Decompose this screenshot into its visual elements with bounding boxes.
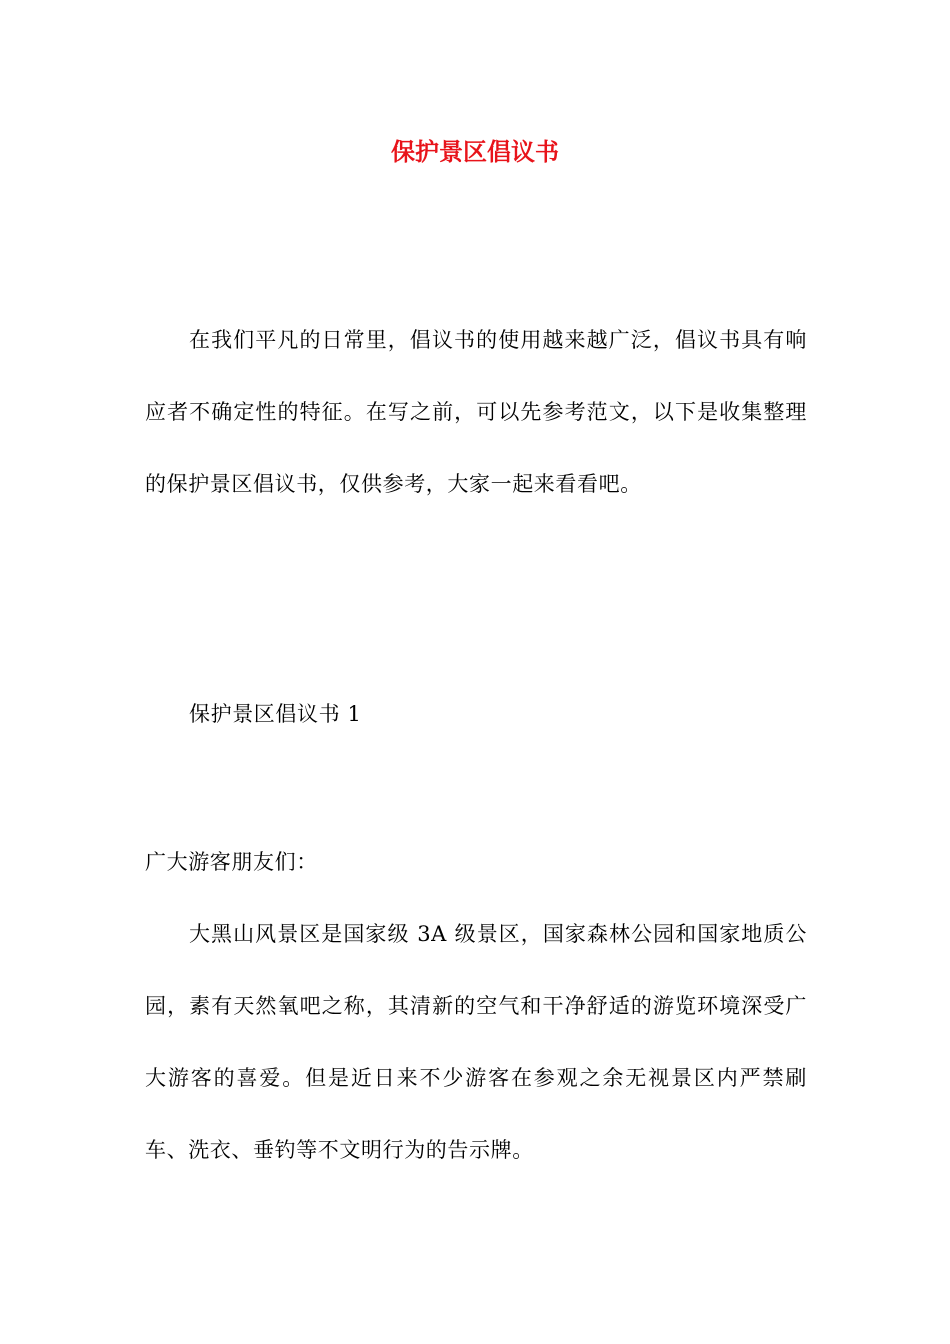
document-title: 保护景区倡议书 <box>391 138 559 166</box>
intro-paragraph: 在我们平凡的日常里，倡议书的使用越来越广泛，倡议书具有响应者不确定性的特征。在写之前，可以先参考范文，以下是收集整理的保护景区倡议书，仅供参考，大家一起来看看吧。 <box>145 328 807 496</box>
body-paragraph-1: 大黑山风景区是国家级 3A 级景区，国家森林公园和国家地质公园，素有天然氧吧之称，其清新的空气和干净舒适的游览环境深受广大游客的喜爱。但是近日来不少游客在参观之余无视景区内严禁刷车、洗衣、垂钓等不文明行为的告示牌。 <box>145 922 807 1162</box>
salutation: 广大游客朋友们： <box>145 850 318 874</box>
section-heading: 保护景区倡议书 1 <box>189 702 362 726</box>
